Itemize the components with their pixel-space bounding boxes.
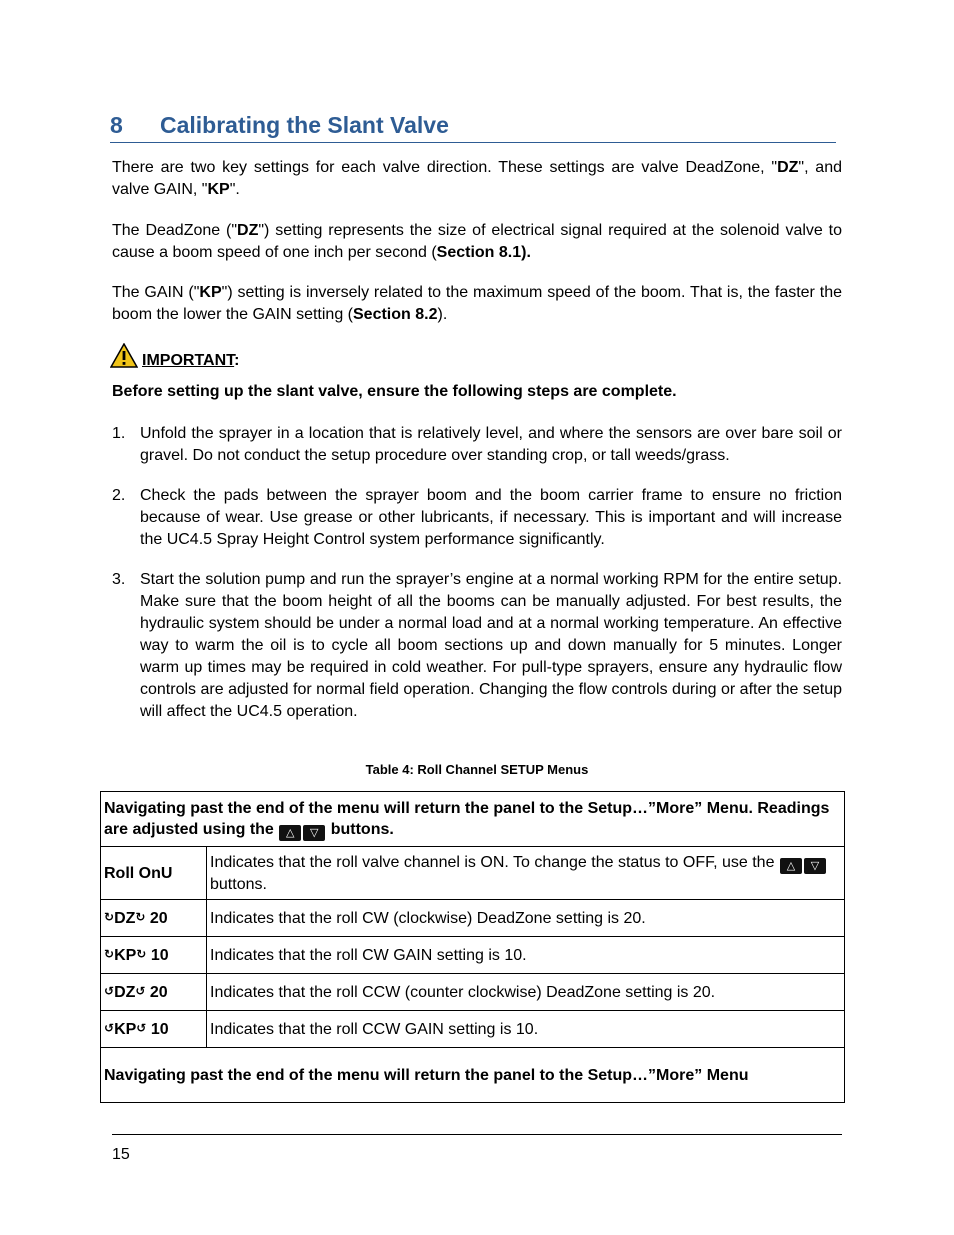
key-value: 10 (150, 1021, 169, 1038)
key-value: 20 (149, 910, 168, 927)
menu-key (101, 937, 207, 974)
table-row (101, 974, 845, 1011)
text: ", and valve GAIN, " (112, 159, 843, 198)
section-number: 8 (110, 112, 123, 138)
list-text: Unfold the sprayer in a location that is relatively level, and where the sensors are over bare soil or gravel. Do not conduct the setup procedure over standing crop, or tall weeds/grass. (140, 425, 842, 464)
counterclockwise-icon: ↺ (136, 1021, 147, 1035)
dz-term: DZ (777, 159, 799, 176)
table-caption: Table 4: Roll Channel SETUP Menus (365, 762, 589, 777)
important-label: IMPORTANT (142, 352, 235, 369)
menu-description: Indicates that the roll CW (clockwise) DeadZone setting is 20. (207, 900, 845, 937)
list-item (112, 423, 842, 467)
up-arrow-icon: △ (780, 858, 802, 874)
table-row (101, 847, 845, 900)
key-text: DZ (114, 910, 136, 927)
text: ") setting is inversely related to the maximum speed of the boom. That is, the faster the boom the lower the GAIN setting ( (112, 284, 842, 323)
table-row (101, 1048, 845, 1103)
down-arrow-icon: ▽ (804, 858, 826, 874)
list-item (112, 569, 842, 723)
section-title: Calibrating the Slant Valve (160, 112, 449, 138)
menu-key (101, 1011, 207, 1048)
important-colon: : (234, 352, 240, 369)
intro-paragraph-3 (112, 282, 842, 326)
counterclockwise-icon: ↺ (104, 1021, 115, 1035)
footer-divider (112, 1134, 842, 1135)
menu-key (101, 900, 207, 937)
key-text: KP (114, 947, 137, 964)
text: ") setting represents the size of electrical signal required at the solenoid valve to cause a boom speed of one inch per second ( (112, 222, 843, 261)
section-ref: Section 8.2 (353, 306, 438, 323)
down-arrow-icon: ▽ (303, 825, 325, 841)
menu-description: Indicates that the roll CCW GAIN setting is 10. (207, 1011, 845, 1048)
list-item (112, 485, 842, 551)
text: The GAIN (" (112, 284, 200, 301)
intro-paragraph-1 (112, 157, 842, 201)
text: ). (437, 306, 448, 323)
kp-term: KP (199, 284, 222, 301)
key-value: 10 (150, 947, 169, 964)
roll-setup-table (100, 791, 845, 1103)
text: There are two key settings for each valve direction. These settings are valve DeadZone, " (112, 159, 778, 176)
text: ". (229, 181, 240, 198)
important-notice (110, 343, 239, 370)
table-header-cell (101, 792, 845, 847)
table-row (101, 900, 845, 937)
section-heading (110, 110, 836, 143)
key-text: KP (114, 1021, 137, 1038)
page-number: 15 (112, 1146, 130, 1163)
clockwise-icon: ↻ (104, 947, 115, 961)
up-arrow-icon: △ (279, 825, 301, 841)
list-number: 1. (112, 425, 126, 442)
clockwise-icon: ↻ (136, 947, 147, 961)
menu-description: Indicates that the roll CCW (counter clockwise) DeadZone setting is 20. (207, 974, 845, 1011)
clockwise-icon: ↻ (135, 910, 146, 924)
table-row (101, 1011, 845, 1048)
header-text: buttons. (330, 820, 394, 838)
table-row (101, 792, 845, 847)
dz-term: DZ (237, 222, 259, 239)
list-number: 3. (112, 571, 126, 588)
menu-description (207, 847, 845, 900)
header-text: Navigating past the end of the menu will return the panel to the Setup…”More” Menu. Readings are adjusted using the (104, 799, 830, 838)
key-value: 20 (149, 984, 168, 1001)
desc-text: Indicates that the roll valve channel is ON. To change the status to OFF, use the (210, 853, 775, 871)
clockwise-icon: ↻ (104, 910, 115, 924)
table-row (101, 937, 845, 974)
warning-icon (110, 343, 138, 368)
section-ref: Section 8.1). (436, 244, 531, 261)
list-number: 2. (112, 487, 126, 504)
kp-term: KP (207, 181, 230, 198)
key-text: DZ (114, 984, 136, 1001)
menu-description: Indicates that the roll CW GAIN setting is 10. (207, 937, 845, 974)
counterclockwise-icon: ↺ (135, 984, 146, 998)
menu-key (101, 974, 207, 1011)
list-text: Start the solution pump and run the sprayer’s engine at a normal working RPM for the entire setup. Make sure that the boom height of all the booms can be manually adjusted. For best results, the hydraulic system should be under a normal load and at a normal working temperature. An effective way to warm the oil is to cycle all boom sections up and down manually for 5 minutes. Longer warm up times may be required in cold weather. For pull-type sprayers, ensure any hydraulic flow controls are adjusted for normal field operation. Changing the flow controls during or after the setup will affect the UC4.5 operation. (140, 571, 842, 720)
text: The DeadZone (" (112, 222, 238, 239)
intro-paragraph-2 (112, 220, 842, 264)
table-footer-cell: Navigating past the end of the menu will return the panel to the Setup…”More” Menu (101, 1048, 845, 1103)
before-setup-text: Before setting up the slant valve, ensure the following steps are complete. (112, 383, 677, 400)
menu-key: Roll OnU (101, 847, 207, 900)
desc-text: buttons. (210, 875, 267, 893)
list-text: Check the pads between the sprayer boom and the boom carrier frame to ensure no friction because of wear. Use grease or other lubricants, if necessary. This is important and will increase the UC4.5 Spray Height Control system performance significantly. (140, 487, 842, 548)
counterclockwise-icon: ↺ (104, 984, 115, 998)
